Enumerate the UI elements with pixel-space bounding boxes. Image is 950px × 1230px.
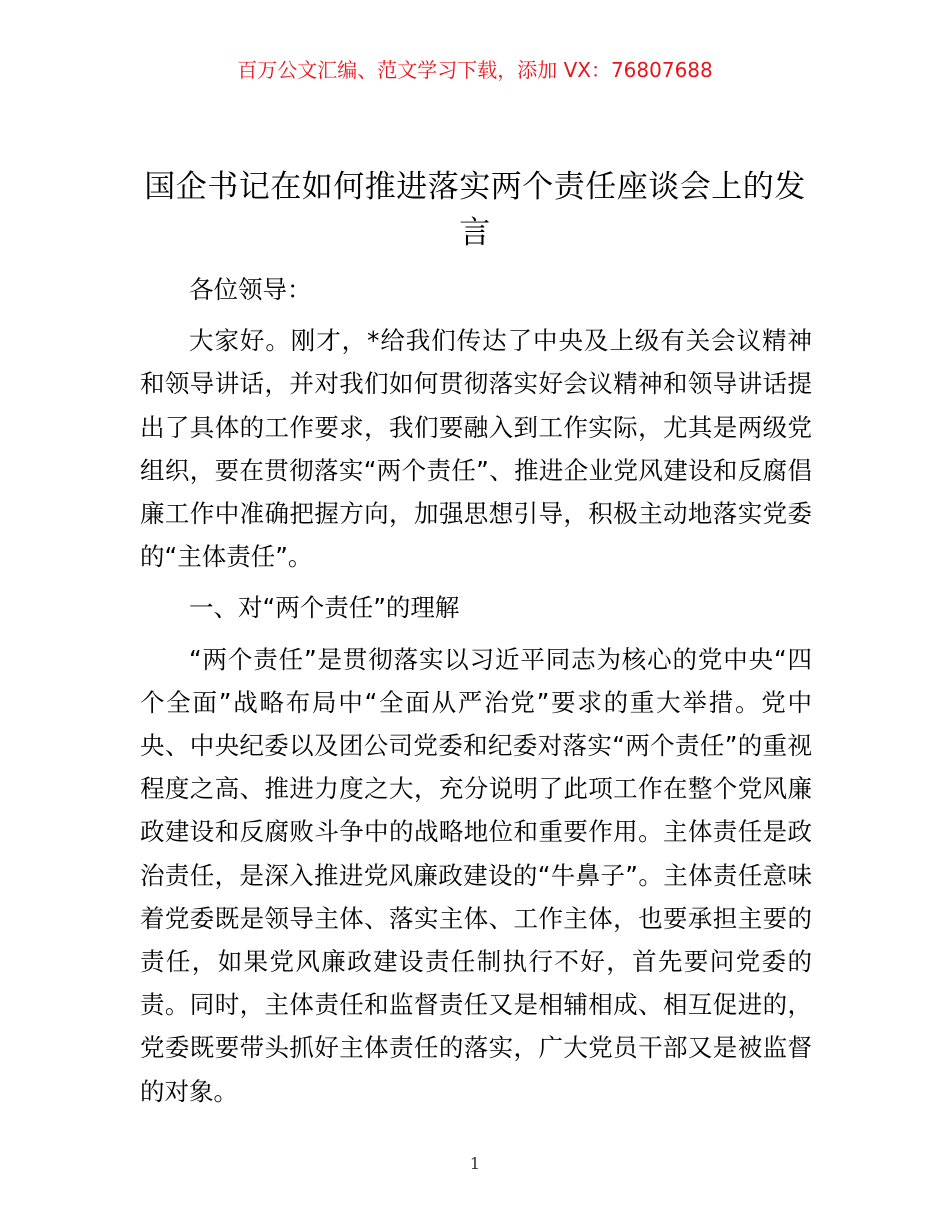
- page-number: 1: [469, 1154, 481, 1173]
- section-heading-1: 一、对“两个责任”的理解: [189, 593, 460, 623]
- paragraph-opening: 大家好。刚才，*给我们传达了中央及上级有关会议精神和领导讲话，并对我们如何贯彻落实好会议精神和领导讲话提出了具体的工作要求，我们要融入到工作实际，尤其是两级党组织，要在贯彻落实“两个责任”、推进企业党风建设和反腐倡廉工作中准确把握方向，加强思想引导，积极主动地落实党委的“主体责任”。: [140, 326, 812, 572]
- paragraph-section-1: “两个责任”是贯彻落实以习近平同志为核心的党中央“四个全面”战略布局中“全面从严治党”要求的重大举措。党中央、中央纪委以及团公司党委和纪委对落实“两个责任”的重视程度之高、推进力度之大，充分说明了此项工作在整个党风廉政建设和反腐败斗争中的战略地位和重要作用。主体责任是政治责任，是深入推进党风廉政建设的“牛鼻子”。主体责任意味着党委既是领导主体、落实主体、工作主体，也要承担主要的责任，如果党风廉政建设责任制执行不好，首先要问党委的责。同时，主体责任和监督责任又是相辅相成、相互促进的，党委既要带头抓好主体责任的落实，广大党员干部又是被监督的对象。: [140, 644, 812, 1106]
- header-promo-text: 百万公文汇编、范文学习下载，添加 VX：76807688: [237, 58, 713, 82]
- salutation: 各位领导：: [189, 275, 312, 304]
- document-title: 国企书记在如何推进落实两个责任座谈会上的发言: [144, 169, 806, 251]
- document-body: [140, 268, 812, 1121]
